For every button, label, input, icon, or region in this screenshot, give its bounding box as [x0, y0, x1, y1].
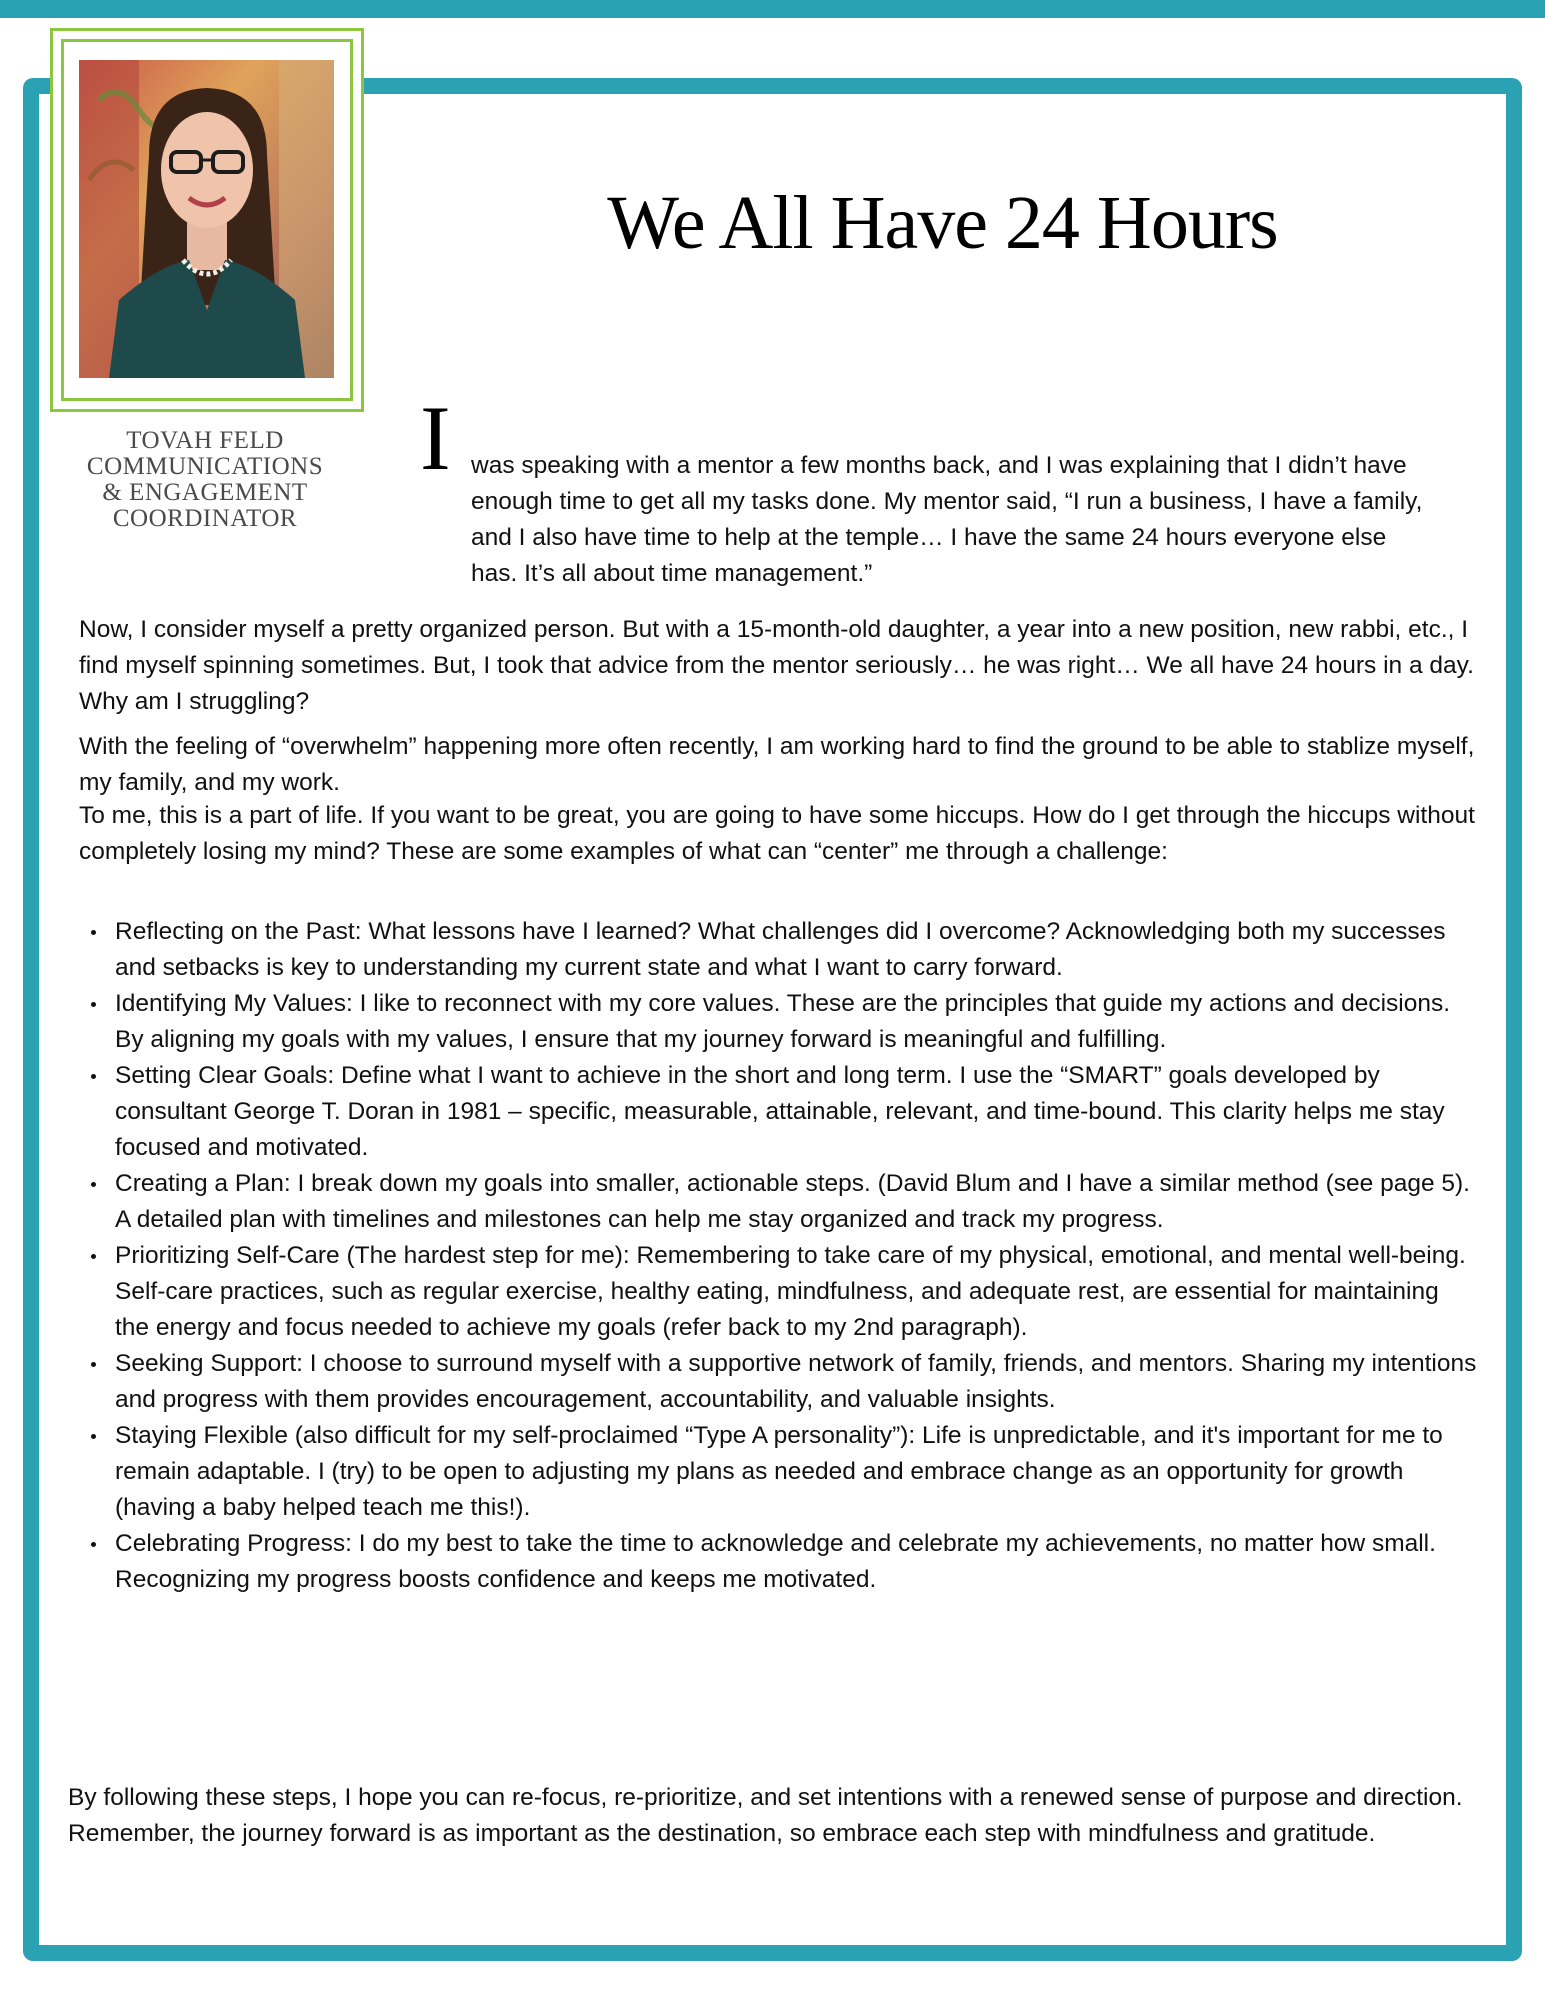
- list-item: [79, 1526, 1479, 1598]
- list-item-text: Staying Flexible (also difficult for my self-proclaimed “Type A personality”): Life is unpredictable, and it's important for me to remain adaptable. I (try) to be open to adjusting my plans as needed and embrace change as an opportunity for growth (having a baby helped teach me this!).: [115, 1422, 1443, 1521]
- top-accent-bar: [0, 0, 1545, 18]
- author-portrait: [79, 60, 334, 378]
- bullet-icon: [91, 1362, 96, 1367]
- list-item-text: Prioritizing Self-Care (The hardest step for me): Remembering to take care of my physical, emotional, and mental well-being. Self-care practices, such as regular exercise, healthy eating, mindfulness, and adequate rest, are essential for maintaining the energy and focus needed to achieve my goals (refer back to my 2nd paragraph).: [115, 1242, 1466, 1341]
- author-role-line-2: & ENGAGEMENT: [102, 479, 308, 506]
- body-paragraph-2: With the feeling of “overwhelm” happening more often recently, I am working hard to find the ground to be able to stablize myself, my family, and my work.: [79, 733, 1475, 796]
- intro-paragraph: was speaking with a mentor a few months back, and I was explaining that I didn’t have enough time to get all my tasks done. My mentor said, “I run a business, I have a family, and I also have time to help at the temple… I have the same 24 hours everyone else has. It’s all about time management.”: [471, 452, 1423, 587]
- author-role-line-1: COMMUNICATIONS: [86, 453, 324, 480]
- bullet-icon: [91, 1434, 96, 1439]
- strategies-list: [79, 914, 1479, 1598]
- list-item: [79, 1238, 1479, 1346]
- author-name: TOVAH FELD: [126, 427, 284, 454]
- list-item-text: Reflecting on the Past: What lessons have I learned? What challenges did I overcome? Acknowledging both my successes and setbacks is key to understanding my current state and what I want to carry forward.: [115, 918, 1446, 981]
- author-role-line-3: COORDINATOR: [112, 505, 298, 532]
- body-paragraph-3: To me, this is a part of life. If you want to be great, you are going to have some hiccups. How do I get through the hiccups without completely losing my mind? These are some examples of what can “center” me through a challenge:: [79, 802, 1475, 865]
- list-item-text: Setting Clear Goals: Define what I want to achieve in the short and long term. I use the “SMART” goals developed by consultant George T. Doran in 1981 – specific, measurable, attainable, relevant, and time-bound. This clarity helps me stay focused and motivated.: [115, 1062, 1445, 1161]
- list-item-text: Identifying My Values: I like to reconnect with my core values. These are the principles that guide my actions and decisions. By aligning my goals with my values, I ensure that my journey forward is meaningful and fulfilling.: [115, 990, 1451, 1053]
- bullet-icon: [91, 1074, 96, 1079]
- list-item: [79, 1346, 1479, 1418]
- article-title: We All Have 24 Hours: [607, 181, 1278, 265]
- list-item-text: Celebrating Progress: I do my best to take the time to acknowledge and celebrate my achievements, no matter how small. Recognizing my progress boosts confidence and keeps me motivated.: [115, 1530, 1436, 1593]
- list-item: [79, 1418, 1479, 1526]
- bullet-icon: [91, 1542, 96, 1547]
- list-item: [79, 986, 1479, 1058]
- bullet-icon: [91, 1254, 96, 1259]
- body-paragraph-1: Now, I consider myself a pretty organized person. But with a 15-month-old daughter, a year into a new position, new rabbi, etc., I find myself spinning sometimes. But, I took that advice from the mentor seriously… he was right… We all have 24 hours in a day. Why am I struggling?: [79, 616, 1474, 715]
- list-item: [79, 914, 1479, 986]
- list-item-text: Creating a Plan: I break down my goals into smaller, actionable steps. (David Blum and I have a similar method (see page 5). A detailed plan with timelines and milestones can help me stay organized and track my progress.: [115, 1170, 1470, 1233]
- list-item: [79, 1166, 1479, 1238]
- drop-cap: I: [420, 387, 451, 489]
- list-item: [79, 1058, 1479, 1166]
- bullet-icon: [91, 930, 96, 935]
- bullet-icon: [91, 1002, 96, 1007]
- closing-paragraph: By following these steps, I hope you can re-focus, re-prioritize, and set intentions with a renewed sense of purpose and direction. Remember, the journey forward is as important as the destination, so embrace each step with mindfulness and gratitude.: [68, 1784, 1463, 1847]
- list-item-text: Seeking Support: I choose to surround myself with a supportive network of family, friends, and mentors. Sharing my intentions and progress with them provides encouragement, accountability, and valuable insights.: [115, 1350, 1477, 1413]
- bullet-icon: [91, 1182, 96, 1187]
- author-byline: [60, 428, 350, 532]
